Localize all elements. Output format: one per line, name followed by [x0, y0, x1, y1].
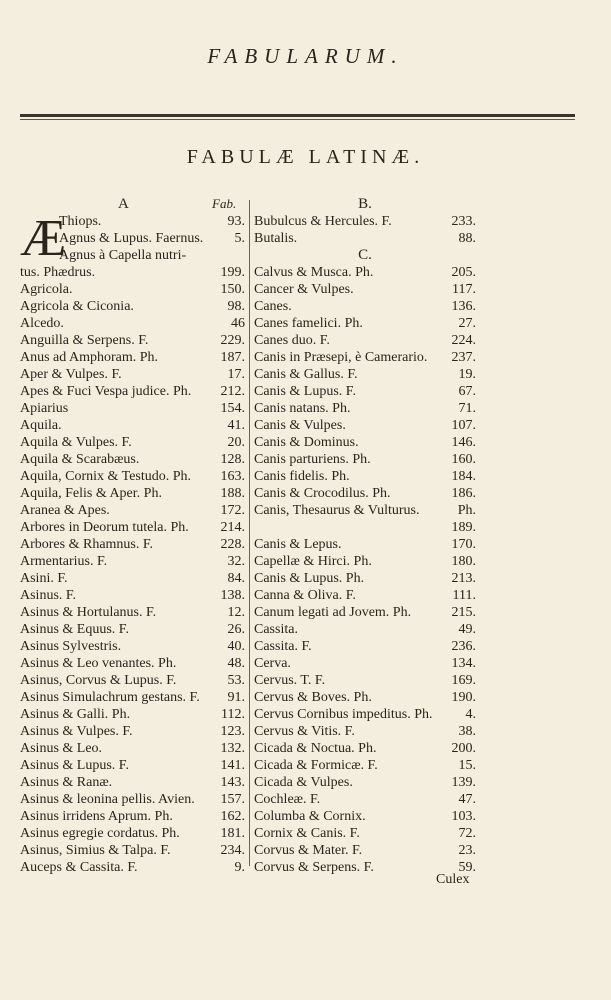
entry-title: Aper & Vulpes. F. — [20, 367, 122, 382]
index-entry — [20, 774, 245, 791]
fable-number: 93. — [227, 214, 245, 229]
entry-title: Corvus & Mater. F. — [254, 843, 363, 858]
index-entry — [254, 638, 476, 655]
index-entry — [20, 213, 245, 230]
index-entry — [254, 230, 476, 247]
entry-title: Cervus & Vitis. F. — [254, 724, 355, 739]
index-entry — [254, 213, 476, 230]
index-entry — [254, 553, 476, 570]
index-entry — [254, 451, 476, 468]
entry-title: Corvus & Serpens. F. — [254, 860, 374, 875]
running-head: FABULARUM. — [207, 44, 404, 68]
fable-number: 199. — [220, 265, 245, 280]
entry-title: Capellæ & Hirci. Ph. — [254, 554, 372, 569]
index-entry — [20, 281, 245, 298]
fable-number: 111. — [452, 588, 476, 603]
index-entry — [20, 468, 245, 485]
entry-title: Asinus & Leo. — [20, 741, 103, 756]
right-letter-heading-b: B. — [358, 196, 372, 212]
fable-number: 139. — [451, 775, 476, 790]
entry-title: Aquila, Felis & Aper. Ph. — [20, 486, 162, 501]
entry-title: Cervus & Boves. Ph. — [254, 690, 372, 705]
index-entry — [20, 757, 245, 774]
fable-number: 41. — [227, 418, 245, 433]
dropcap: Æ — [20, 210, 67, 267]
entry-title: Alcedo. — [20, 316, 64, 331]
index-entry — [254, 400, 476, 417]
index-entry — [20, 417, 245, 434]
index-entry — [20, 264, 245, 281]
entry-title: Canis natans. Ph. — [254, 401, 351, 416]
index-entry — [20, 451, 245, 468]
entry-title: Cervus Cornibus impeditus. Ph. — [254, 707, 433, 722]
fable-number: 17. — [227, 367, 245, 382]
fable-number: 229. — [220, 333, 245, 348]
fable-number: 138. — [220, 588, 245, 603]
entry-title: Aquila & Scarabæus. — [20, 452, 140, 467]
left-column-entries — [20, 264, 245, 876]
index-entry — [20, 485, 245, 502]
column-divider — [249, 200, 250, 866]
entry-title: Canis in Præsepi, è Camerario. — [254, 350, 428, 365]
fable-number: 67. — [458, 384, 476, 399]
fable-number: 146. — [451, 435, 476, 450]
fable-number: 123. — [220, 724, 245, 739]
fable-number: 71. — [458, 401, 476, 416]
index-entry — [20, 332, 245, 349]
entry-title: Aquila & Vulpes. F. — [20, 435, 132, 450]
fable-number: 91. — [227, 690, 245, 705]
index-entry — [20, 689, 245, 706]
fable-number: 189. — [451, 520, 476, 535]
index-entry — [254, 383, 476, 400]
entry-title: Cancer & Vulpes. — [254, 282, 354, 297]
fable-number: 200. — [451, 741, 476, 756]
fable-number: 48. — [227, 656, 245, 671]
index-entry — [254, 672, 476, 689]
index-entry — [254, 740, 476, 757]
index-entry — [254, 485, 476, 502]
index-entry — [254, 502, 476, 519]
entry-title: Arbores in Deorum tutela. Ph. — [20, 520, 189, 535]
entry-title: Auceps & Cassita. F. — [20, 860, 138, 875]
index-entry — [254, 723, 476, 740]
index-entry — [20, 808, 245, 825]
entry-title: Arbores & Rhamnus. F. — [20, 537, 154, 552]
index-entry — [254, 587, 476, 604]
fable-number: 112. — [221, 707, 245, 722]
fable-number: 236. — [451, 639, 476, 654]
entry-title: Agnus à Capella nutri- — [59, 248, 187, 263]
index-entry — [20, 247, 245, 264]
entry-title: Canis parturiens. Ph. — [254, 452, 371, 467]
index-entry — [20, 383, 245, 400]
entry-title: Canis & Lupus. F. — [254, 384, 356, 399]
fable-number: 27. — [458, 316, 476, 331]
fable-number: 214. — [220, 520, 245, 535]
fable-number: 228. — [220, 537, 245, 552]
entry-title: Columba & Cornix. — [254, 809, 366, 824]
index-entry — [254, 791, 476, 808]
entry-title: Asinus Sylvestris. — [20, 639, 122, 654]
fable-number: 187. — [220, 350, 245, 365]
entry-title: Agricola. — [20, 282, 73, 297]
index-entry — [254, 757, 476, 774]
section-title: FABULÆ LATINÆ. — [186, 146, 425, 168]
fab-label: Fab. — [212, 196, 237, 211]
fable-number: 23. — [458, 843, 476, 858]
index-entry — [254, 264, 476, 281]
entry-title: Cervus. T. F. — [254, 673, 326, 688]
entry-title: Canis & Crocodilus. Ph. — [254, 486, 391, 501]
fable-number: 40. — [227, 639, 245, 654]
index-entry — [20, 825, 245, 842]
fable-number: 136. — [451, 299, 476, 314]
header-rule-thin — [20, 119, 575, 120]
index-entry — [254, 332, 476, 349]
entry-title: Cornix & Canis. F. — [254, 826, 360, 841]
fable-number: 163. — [220, 469, 245, 484]
fable-number: 84. — [227, 571, 245, 586]
fable-number: 224. — [451, 333, 476, 348]
fable-number: 134. — [451, 656, 476, 671]
index-entry — [20, 400, 245, 417]
entry-title: Canis & Vulpes. — [254, 418, 346, 433]
index-entry — [20, 672, 245, 689]
index-entry — [20, 434, 245, 451]
fable-number: 53. — [227, 673, 245, 688]
index-entry — [254, 536, 476, 553]
index-entry — [254, 468, 476, 485]
fable-number: 234. — [220, 843, 245, 858]
fable-number: 169. — [451, 673, 476, 688]
fable-number: 59. — [458, 860, 476, 875]
right-letter-heading-c: C. — [358, 247, 372, 263]
fable-number: 98. — [227, 299, 245, 314]
fable-number: 9. — [234, 860, 245, 875]
index-entry — [254, 842, 476, 859]
fable-number: 128. — [220, 452, 245, 467]
entry-title: Asinus. F. — [20, 588, 77, 603]
entry-title: Anus ad Amphoram. Ph. — [20, 350, 159, 365]
entry-title: Asinus & Equus. F. — [20, 622, 129, 637]
entry-title: Butalis. — [254, 231, 298, 246]
index-entry — [20, 570, 245, 587]
index-entry — [254, 825, 476, 842]
index-entry — [20, 230, 245, 247]
index-entry — [20, 723, 245, 740]
entry-title: Asinus & Vulpes. F. — [20, 724, 133, 739]
index-entry — [254, 281, 476, 298]
header-rule-thick — [20, 114, 575, 117]
entry-title: Canes famelici. Ph. — [254, 316, 363, 331]
fable-number: 205. — [451, 265, 476, 280]
entry-title: Canes duo. F. — [254, 333, 330, 348]
index-entry — [20, 519, 245, 536]
entry-title: Cicada & Vulpes. — [254, 775, 353, 790]
entry-title: Asini. F. — [20, 571, 68, 586]
entry-title: Aquila, Cornix & Testudo. Ph. — [20, 469, 192, 484]
index-entry — [20, 791, 245, 808]
entry-title: Asinus Simulachrum gestans. F. — [20, 690, 200, 705]
index-entry — [20, 536, 245, 553]
fable-number: 38. — [458, 724, 476, 739]
fable-number: 15. — [458, 758, 476, 773]
fable-number: 20. — [227, 435, 245, 450]
index-entry — [20, 859, 245, 876]
index-entry — [254, 655, 476, 672]
fable-number: 180. — [451, 554, 476, 569]
index-entry — [20, 587, 245, 604]
fable-number: 141. — [220, 758, 245, 773]
fable-number: 47. — [458, 792, 476, 807]
entry-title: Asinus & leonina pellis. Avien. — [20, 792, 195, 807]
index-entry — [20, 298, 245, 315]
fable-number: 162. — [220, 809, 245, 824]
entry-title: Calvus & Musca. Ph. — [254, 265, 374, 280]
entry-title: Canis fidelis. Ph. — [254, 469, 350, 484]
index-entry — [20, 553, 245, 570]
entry-title: Canis & Dominus. — [254, 435, 359, 450]
index-entry — [20, 502, 245, 519]
entry-title: Asinus, Simius & Talpa. F. — [20, 843, 171, 858]
fable-number: 181. — [220, 826, 245, 841]
left-letter-heading: A — [118, 196, 129, 212]
index-entry — [254, 808, 476, 825]
fable-number: 188. — [220, 486, 245, 501]
index-entry — [254, 689, 476, 706]
index-entry — [254, 298, 476, 315]
entry-title: Canna & Oliva. F. — [254, 588, 356, 603]
fable-number: 213. — [451, 571, 476, 586]
fable-number: 184. — [451, 469, 476, 484]
fable-number: 12. — [227, 605, 245, 620]
right-column — [254, 196, 476, 876]
index-entry — [254, 570, 476, 587]
entry-title: Canis & Lupus. Ph. — [254, 571, 365, 586]
index-entry — [20, 366, 245, 383]
entry-title: Canum legati ad Jovem. Ph. — [254, 605, 412, 620]
fable-number: 150. — [220, 282, 245, 297]
fable-number: 72. — [458, 826, 476, 841]
fable-number: 88. — [458, 231, 476, 246]
fable-number: 157. — [220, 792, 245, 807]
fable-number: 132. — [220, 741, 245, 756]
index-entry — [20, 315, 245, 332]
fable-number: 103. — [451, 809, 476, 824]
fable-number: 19. — [458, 367, 476, 382]
index-entry — [254, 315, 476, 332]
fable-number: 143. — [220, 775, 245, 790]
fable-number: 49. — [458, 622, 476, 637]
entry-title: Agricola & Ciconia. — [20, 299, 134, 314]
index-entry — [20, 621, 245, 638]
entry-title: Anguilla & Serpens. F. — [20, 333, 149, 348]
entry-title: Cerva. — [254, 656, 291, 671]
fable-number: 4. — [465, 707, 476, 722]
fable-number: 107. — [451, 418, 476, 433]
fable-number: 233. — [451, 214, 476, 229]
entry-title: Asinus & Ranæ. — [20, 775, 113, 790]
entry-title: Apes & Fuci Vespa judice. Ph. — [20, 384, 192, 399]
fable-number: 186. — [451, 486, 476, 501]
index-entry — [254, 604, 476, 621]
index-entry — [254, 774, 476, 791]
index-entry — [20, 638, 245, 655]
entry-title: Thiops. — [59, 214, 102, 229]
index-entry — [20, 349, 245, 366]
index-entry — [254, 519, 476, 536]
index-entry — [254, 349, 476, 366]
index-entry — [20, 740, 245, 757]
entry-title: Bubulcus & Hercules. F. — [254, 214, 392, 229]
index-entry — [254, 366, 476, 383]
entry-title: Apiarius — [20, 401, 69, 416]
fable-number: 215. — [451, 605, 476, 620]
index-entry — [254, 621, 476, 638]
left-column-ae-entries — [20, 210, 245, 267]
index-entry — [20, 706, 245, 723]
fable-number: 212. — [220, 384, 245, 399]
fable-number: 160. — [451, 452, 476, 467]
index-entry — [254, 706, 476, 723]
index-entry — [20, 655, 245, 672]
index-entry — [20, 842, 245, 859]
index-entry — [254, 417, 476, 434]
entry-title: Armentarius. F. — [20, 554, 108, 569]
entry-title: Aquila. — [20, 418, 62, 433]
index-entry — [20, 604, 245, 621]
entry-title: Cassita. — [254, 622, 298, 637]
entry-title: Asinus egregie cordatus. Ph. — [20, 826, 180, 841]
fable-number: 32. — [227, 554, 245, 569]
entry-title: Asinus & Lupus. F. — [20, 758, 129, 773]
fable-number: 117. — [452, 282, 476, 297]
fable-number: 190. — [451, 690, 476, 705]
fable-number: 237. — [451, 350, 476, 365]
fable-number: 5. — [234, 231, 245, 246]
entry-title: Canis & Lepus. — [254, 537, 342, 552]
entry-title: Asinus & Hortulanus. F. — [20, 605, 157, 620]
fable-number: 170. — [451, 537, 476, 552]
entry-title: Asinus irridens Aprum. Ph. — [20, 809, 173, 824]
entry-title: Aranea & Apes. — [20, 503, 110, 518]
entry-title: Asinus & Galli. Ph. — [20, 707, 131, 722]
entry-title: Asinus, Corvus & Lupus. F. — [20, 673, 177, 688]
entry-title: Canes. — [254, 299, 292, 314]
entry-title: Canis, Thesaurus & Vulturus. — [254, 503, 420, 518]
entry-title: Cochleæ. F. — [254, 792, 321, 807]
fable-number: 46 — [231, 316, 245, 331]
entry-title: Cicada & Formicæ. F. — [254, 758, 378, 773]
entry-title: tus. Phædrus. — [20, 265, 96, 280]
fable-number: 172. — [220, 503, 245, 518]
entry-title: Cicada & Noctua. Ph. — [254, 741, 377, 756]
fable-number: 26. — [227, 622, 245, 637]
fable-number: Ph. — [457, 503, 476, 518]
entry-title: Asinus & Leo venantes. Ph. — [20, 656, 177, 671]
fable-number: 154. — [220, 401, 245, 416]
index-entry — [254, 434, 476, 451]
entry-title: Cassita. F. — [254, 639, 312, 654]
entry-title: Agnus & Lupus. Faernus. — [59, 231, 204, 246]
entry-title: Canis & Gallus. F. — [254, 367, 358, 382]
catchword: Culex — [436, 872, 470, 887]
